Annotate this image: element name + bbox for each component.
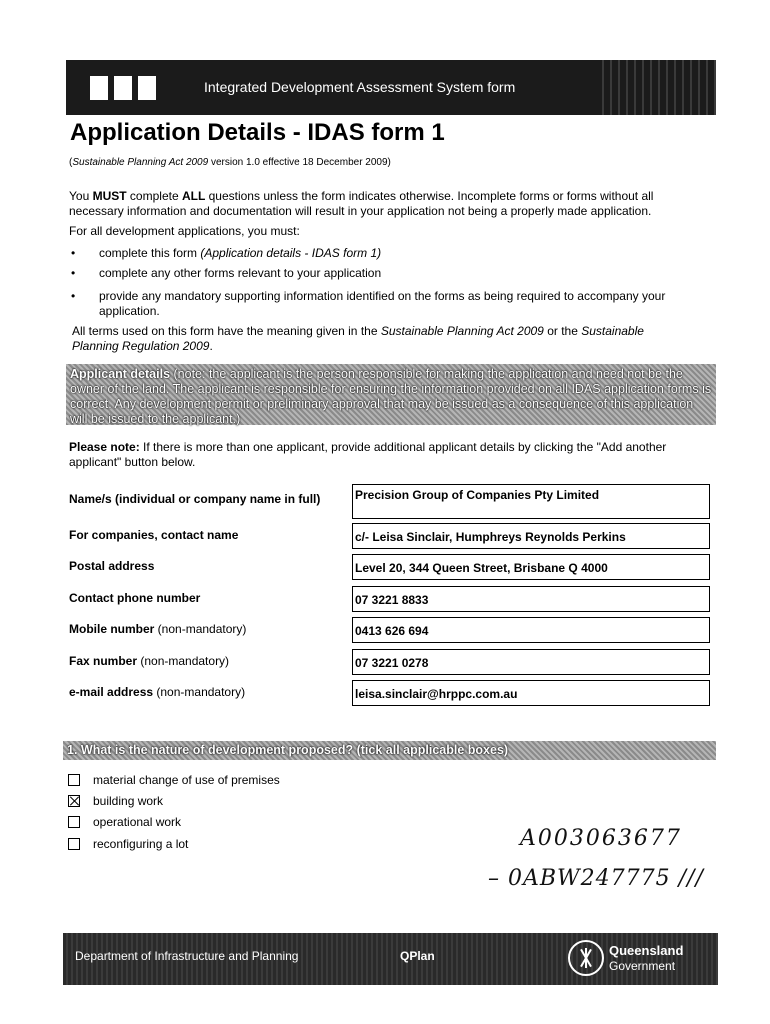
form-header-bar (66, 60, 716, 115)
field-label-email: e-mail address (non-mandatory) (69, 685, 246, 699)
please-note: Please note: If there is more than one applicant, provide additional applicant details by clicking the "Add another applicant" button below. (69, 440, 667, 469)
queensland-crest-icon (568, 940, 604, 976)
header-pattern (596, 60, 716, 115)
option-material-change[interactable]: material change of use of premises (68, 774, 368, 788)
footer-department: Department of Infrastructure and Planning (75, 949, 299, 963)
contact-name-field[interactable]: c/- Leisa Sinclair, Humphreys Reynolds Perkins (352, 523, 710, 549)
bullet-item: • complete this form (Application details - IDAS form 1) (71, 246, 382, 260)
header-logo-block (90, 76, 108, 100)
option-building-work[interactable]: building work (68, 795, 368, 809)
fax-field[interactable]: 07 3221 0278 (352, 649, 710, 675)
terms-paragraph: All terms used on this form have the meaning given in the Sustainable Planning Act 2009 or the Sustainable Planning Regulation 2009. (72, 324, 644, 353)
handwritten-reference: A003063677 (520, 826, 682, 851)
question-1-heading: 1. What is the nature of development proposed? (tick all applicable boxes) (63, 741, 716, 760)
footer-queensland: Queensland (609, 943, 684, 958)
field-label-names: Name/s (individual or company name in full) (69, 492, 321, 506)
bullet-item: • provide any mandatory supporting information identified on the forms as being required to accompany your application. (71, 289, 666, 318)
footer-qplan: QPlan (400, 949, 435, 963)
page-subtitle: (Sustainable Planning Act 2009 version 1.0 effective 18 December 2009) (69, 157, 391, 168)
header-logo-block (114, 76, 132, 100)
intro-paragraph: You MUST complete ALL questions unless the form indicates otherwise. Incomplete forms or forms without all necessary information and documentation will result in your application not being a properly made application. (69, 189, 654, 218)
phone-field[interactable]: 07 3221 8833 (352, 586, 710, 612)
checkbox[interactable] (68, 838, 80, 850)
header-logo-block (138, 76, 156, 100)
postal-address-field[interactable]: Level 20, 344 Queen Street, Brisbane Q 4000 (352, 554, 710, 580)
footer-bar (63, 933, 718, 985)
bullet-item: • complete any other forms relevant to your application (71, 266, 382, 280)
applicant-details-heading: Applicant details (70, 367, 171, 381)
checkbox[interactable] (68, 774, 80, 786)
checkbox[interactable] (68, 816, 80, 828)
email-field[interactable]: leisa.sinclair@hrppc.com.au (352, 680, 710, 706)
field-label-fax: Fax number (non-mandatory) (69, 654, 230, 668)
field-label-mobile: Mobile number (non-mandatory) (69, 622, 247, 636)
applicant-details-text: (note: the applicant is the person responsible for making the application and need not be the owner of the land. The applicant is responsible for ensuring the information provided on all IDAS application forms is correct. Any development permit or preliminary approval that may be issued as a consequence of this application will be issued to the applicant.) (70, 367, 712, 426)
header-title: Integrated Development Assessment System form (204, 79, 516, 95)
option-operational-work[interactable]: operational work (68, 816, 368, 830)
names-field[interactable]: Precision Group of Companies Pty Limited (352, 484, 710, 519)
applicant-details-box (66, 364, 716, 425)
intro-instructions: For all development applications, you must: (69, 224, 300, 238)
field-label-phone: Contact phone number (69, 591, 201, 605)
footer-government: Government (609, 959, 676, 973)
field-label-contact: For companies, contact name (69, 528, 239, 542)
field-label-postal: Postal address (69, 559, 155, 573)
option-reconfiguring-lot[interactable]: reconfiguring a lot (68, 838, 368, 852)
handwritten-reference-2: – 0ABW247775 /// (488, 866, 704, 891)
page-title: Application Details - IDAS form 1 (70, 119, 445, 146)
checkbox-checked[interactable] (68, 795, 80, 807)
mobile-field[interactable]: 0413 626 694 (352, 617, 710, 643)
